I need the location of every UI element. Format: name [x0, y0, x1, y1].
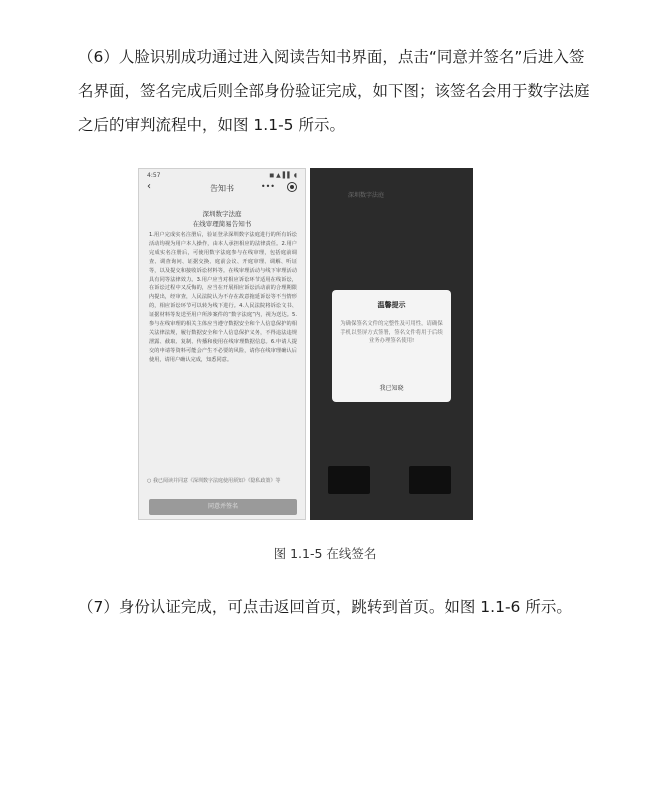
status-time: 4:57 [147, 172, 161, 179]
figure-caption: 图 1.1-5 在线签名 [273, 546, 377, 561]
status-icons: ◼ ▲ ▌▌ ◖ [269, 172, 297, 179]
agree-and-sign-button[interactable]: 同意并签名 [149, 499, 297, 515]
paragraph-7: （7）身份认证完成，可点击返回首页，跳转到首页。如图 1.1-6 所示。 [78, 598, 572, 616]
paragraph-6: （6）人脸识别成功通过进入阅读告知书界面，点击“同意并签名”后进入签名界面，签名完成后则全部身份验证完成，如下图；该签名会用于数字法庭之后的审判流程中，如图 1.1-5 所示。 [78, 48, 590, 134]
notice-title: 告知书 [210, 184, 234, 193]
dialog-confirm-button[interactable]: 我已知晓 [379, 385, 404, 392]
bottom-button-left[interactable] [328, 466, 370, 494]
bottom-button-right[interactable] [409, 466, 451, 494]
signing-nav-title: 深圳数字法庭 [348, 192, 385, 199]
notice-body: 1.用户完成实名注册后，验证登录深圳数字法庭进行的所有诉讼活动均视为用户本人操作，由本人承担相应的法律责任。2.用户完成实名注册后，可使用数字法庭参与在线审理，包括庭前调查、调查询问、证据交换、庭前会议、开庭审理、调解、听证等，以及提交和接收诉讼材料等。在线审理活动与线下审理活动具有同等法律效力。3.用户应当对相应诉讼环节适用在线诉讼，在诉讼过程中又反悔的，应当在开展相应诉讼活动前的合理期限内提出，经审查，人民法院认为不存在故意拖延诉讼等不当情形的，相应诉讼环节可以转为线下进行。4.人民法院将诉讼文书、证据材料等发送至用户所涉案件的“数字法庭”内，视为送达。5.参与在线审理的相关主体应当遵守数据安全和个人信息保护的相关法律法规，履行数据安全和个人信息保护义务，不得违法违规泄露、截取、复制、传播和使用在线审理数据信息。6.申请人提交的申请等资料可能会产生不必要的风险，请你在线审理确认后使用，请用户确认完成，知悉同意。 [149, 232, 297, 363]
screenshot-signing-page [310, 168, 473, 520]
dialog-title: 温馨提示 [377, 301, 406, 309]
agree-checkbox-row[interactable]: ○ 我已阅读并同意《深圳数字法庭使用须知》《隐私政策》等 [147, 478, 281, 484]
more-icon[interactable]: ••• [260, 182, 275, 191]
capsule-close-icon[interactable] [287, 182, 297, 192]
back-icon[interactable]: ‹ [147, 181, 151, 192]
dialog-message: 为确保签名文件的完整性及可用性，请确保手机以竖屏方式签署，签名文件将用于后续业务办理签名使用! [340, 321, 443, 344]
doc-heading-court: 深圳数字法庭 [202, 210, 242, 218]
doc-heading-notice: 在线审理简易告知书 [192, 220, 252, 228]
screenshot-notice-page [138, 168, 306, 520]
figure-online-signature [138, 168, 473, 520]
tip-dialog [332, 290, 451, 402]
